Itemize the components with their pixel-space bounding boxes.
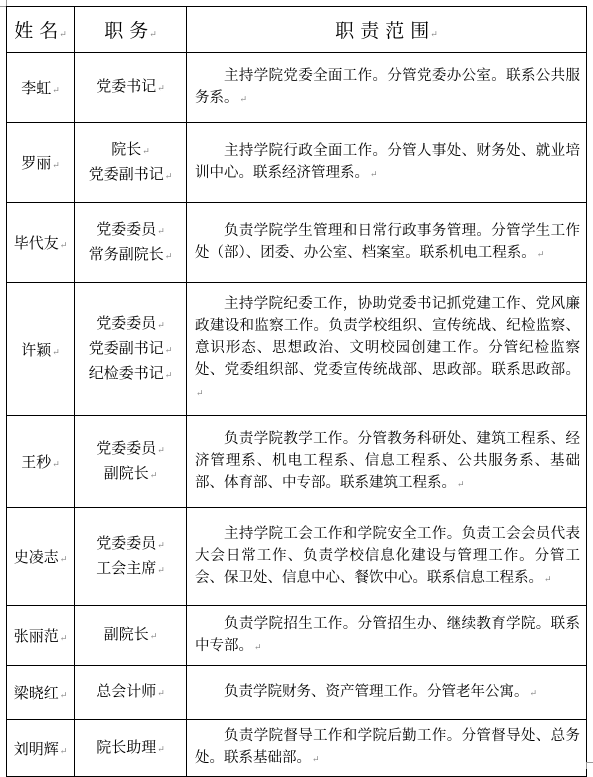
duty-description [187,203,587,283]
duty-text-content: 主持学院工会工作和学院安全工作。负责工会会员代表大会日常工作、负责学校信息化建设与管理工作。分管工会、保卫处、信息中心、餐饮中心。联系信息工程系。 [195,525,580,586]
paragraph-mark: ↵ [149,470,158,481]
person-name-text: 刘明辉 [13,739,59,758]
duty-text [195,523,580,591]
paragraph-mark: ↵ [157,445,165,456]
role-text: 院长助理 [96,737,157,756]
duty-text [195,65,580,111]
paragraph-mark: ↵ [157,320,165,331]
paragraph-mark: ↵ [157,540,165,551]
table-row [7,606,587,666]
table-header-row [7,7,587,53]
paragraph-mark: ↵ [59,634,68,644]
paragraph-mark: ↵ [142,146,150,157]
table-row [7,666,587,720]
person-name-text: 毕代友 [13,234,59,252]
person-name-text: 史凌志 [13,548,59,566]
role-line [75,218,186,243]
table-row [7,283,587,416]
paragraph-mark: ↵ [164,345,173,356]
person-name [7,508,75,606]
role-line [75,736,186,761]
paragraph-mark: ↵ [157,226,165,237]
role-line [75,243,186,268]
duty-text [195,293,580,405]
table-row [7,720,587,777]
duty-text-content: 负责学院财务、资产管理工作。分管老年公寓。 [224,683,529,700]
paragraph-mark: ↵ [430,30,438,40]
person-role [75,606,187,666]
role-text: 党委委员 [96,219,157,238]
paragraph-mark: ↵ [52,347,60,358]
person-role [75,416,187,508]
duty-text [195,428,580,496]
duty-text [195,220,580,266]
role-line [75,557,186,582]
role-text: 总会计师 [96,682,157,700]
person-role [75,203,187,283]
duty-text [195,613,580,659]
header-role: 职 务↵ [75,7,187,53]
paragraph-mark: ↵ [52,460,60,470]
paragraph-mark: ↵ [370,169,378,180]
duty-text [195,725,580,771]
role-text: 院长 [111,139,142,158]
person-name [7,666,75,720]
person-name [7,606,75,666]
paragraph-mark: ↵ [52,161,60,171]
paragraph-mark: ↵ [196,389,204,399]
table-row [7,416,587,508]
paragraph-mark: ↵ [164,370,173,381]
paragraph-mark: ↵ [149,632,158,642]
header-duty: 职 责 范 围↵ [187,7,587,53]
duty-text-content: 主持学院行政全面工作。分管人事处、财务处、就业培训中心。联系经济管理系。 [195,142,580,181]
duty-description [187,53,587,123]
paragraph-mark: ↵ [254,642,262,653]
duty-text-content: 负责学院教学工作。分管教务科研处、建筑工程系、经济管理系、机电工程系、信息工程系、公共服务系、基础部、体育部、中专部。联系建筑工程系。 [195,430,580,491]
duty-text-content: 负责学院督导工作和学院后勤工作。分管督导处、总务处。联系基础部。 [195,728,580,766]
duty-description [187,416,587,508]
paragraph-mark: ↵ [59,691,68,701]
header-name: 姓 名↵ [7,7,75,53]
paragraph-mark: ↵ [157,689,165,699]
person-role [75,508,187,606]
role-line [75,138,186,163]
role-text: 副院长 [103,625,149,643]
role-line [75,362,186,387]
role-text: 纪检委书记 [88,363,164,382]
duty-text-content: 主持学院纪委工作，协助党委书记抓党建工作、党风廉政建设和监察工作。负责学校组织、宣传统战、纪检监察、意识形态、思想政治、文明校园创建工作。分管纪检监察处、党委组织部、党委宣传统战部、思政部。联系思政部。 [195,296,580,378]
paragraph-mark: ↵ [239,94,248,105]
paragraph-mark: ↵ [164,171,173,182]
person-name-text: 张丽范 [13,627,59,645]
role-text: 党委书记 [96,77,157,95]
duty-description [187,666,587,720]
table-row [7,508,587,606]
corner-mark-bottom-right [586,762,593,769]
role-text: 党委副书记 [88,164,164,183]
table-row [7,123,587,203]
role-line [75,163,186,188]
role-text: 党委委员 [96,533,157,552]
role-line [75,75,186,100]
person-role [75,123,187,203]
role-text: 党委委员 [96,313,157,332]
paragraph-mark: ↵ [157,565,165,576]
role-line [75,312,186,337]
person-name [7,203,75,283]
duty-description [187,606,587,666]
paragraph-mark: ↵ [149,30,157,40]
role-text: 党委副书记 [88,338,164,357]
role-text: 党委委员 [96,438,157,457]
person-name [7,720,75,777]
person-role [75,666,187,720]
role-line [75,462,186,487]
paragraph-mark: ↵ [52,86,60,96]
person-role [75,53,187,123]
duty-text-content: 主持学院党委全面工作。分管党委办公室。联系公共服务系。 [195,67,580,106]
person-role [75,283,187,416]
leadership-duties-table-container [6,6,586,777]
paragraph-mark: ↵ [59,241,68,251]
paragraph-mark: ↵ [157,744,165,755]
role-text: 工会主席 [96,558,157,577]
paragraph-mark: ↵ [312,755,320,765]
duty-description [187,123,587,203]
person-role [75,720,187,777]
role-line [75,680,186,705]
table-row [7,53,587,123]
duty-text-content: 负责学院招生工作。分管招生办、继续教育学院。联系中专部。 [195,615,580,654]
duty-text [195,681,580,705]
table-row [7,203,587,283]
paragraph-mark: ↵ [59,746,68,757]
paragraph-mark: ↵ [59,555,68,565]
person-name [7,123,75,203]
leadership-duties-table [6,6,587,777]
person-name-text: 许颖 [21,340,52,359]
paragraph-mark: ↵ [59,30,67,40]
duty-text [195,140,580,186]
person-name [7,416,75,508]
paragraph-mark: ↵ [164,251,173,262]
paragraph-mark: ↵ [157,84,165,94]
duty-text-content: 负责学院学生管理和日常行政事务管理。分管学生工作处（部）、团委、办公室、档案室。联系机电工程系。 [195,222,580,261]
role-line [75,437,186,462]
paragraph-mark: ↵ [544,574,552,585]
person-name-text: 李虹 [21,79,52,97]
duty-description [187,508,587,606]
person-name [7,53,75,123]
person-name-text: 王秒 [21,453,52,471]
role-line [75,337,186,362]
person-name-text: 梁晓红 [13,684,59,702]
person-name-text: 罗丽 [21,154,52,172]
duty-description [187,720,587,777]
duty-description [187,283,587,416]
role-line [75,623,186,648]
person-name [7,283,75,416]
paragraph-mark: ↵ [536,249,545,260]
role-text: 副院长 [103,463,149,482]
role-text: 常务副院长 [88,244,164,263]
role-line [75,532,186,557]
paragraph-mark: ↵ [457,479,465,490]
paragraph-mark: ↵ [529,688,538,699]
